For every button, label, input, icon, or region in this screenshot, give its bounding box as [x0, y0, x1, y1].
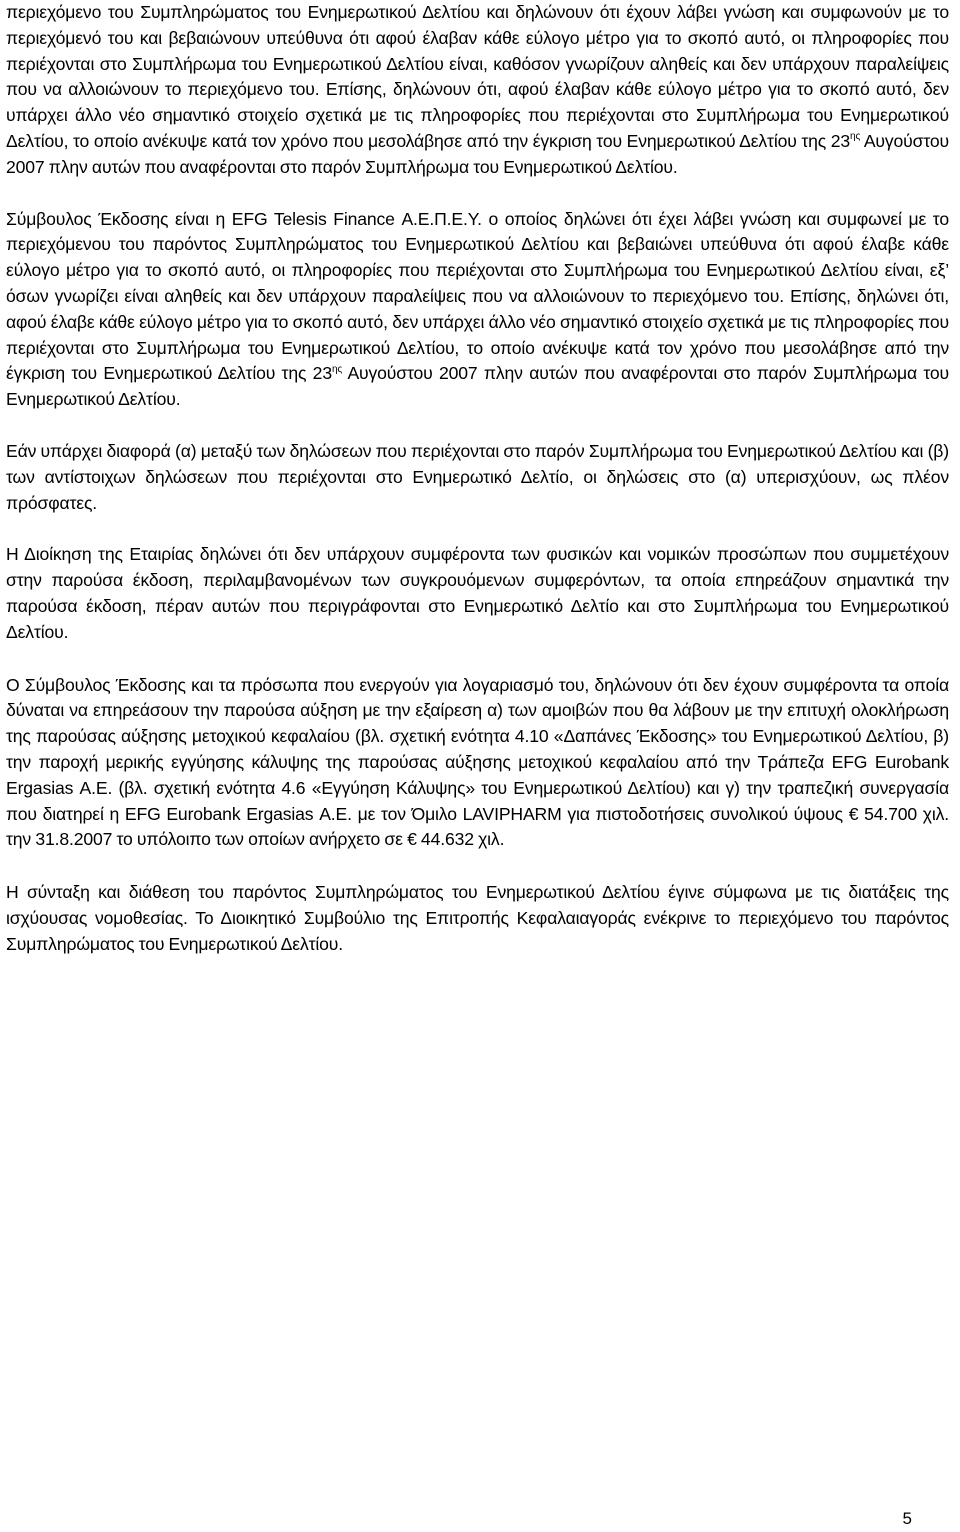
paragraph-advisor-declaration [6, 207, 949, 413]
ordinal-suffix: ης [331, 363, 343, 375]
paragraph-precedence: Εάν υπάρχει διαφορά (α) μεταξύ των δηλώσεων που περιέχονται στο παρόν Συμπλήρωμα του Ενημερωτικού Δελτίου και (β) των αντίστοιχων δηλώσεων που περιέχονται στο Ενημερωτικό Δελτίο, οι δηλώσεις στο (α) υπερισχύουν, ως πλέον πρόσφατες. [6, 440, 949, 513]
paragraph-advisor-interests: Ο Σύμβουλος Έκδοσης και τα πρόσωπα που ενεργούν για λογαριασμό του, δηλώνουν ότι δεν έχουν συμφέροντα τα οποία δύναται να επηρεάσουν την παρούσα αύξηση με την εξαίρεση α) των αμοιβών που θα λάβουν με την επιτυχή ολοκλήρωση της παρούσας αύξησης μετοχικού κεφαλαίου (βλ. σχετική ενότητα 4.10 «Δαπάνες Έκδοσης» του Ενημερωτικού Δελτίου, β) την παροχή μερικής εγγύησης κάλυψης της παρούσας αύξησης μετοχικού κεφαλαίου από την Τράπεζα EFG Eurobank Ergasias Α.Ε. (βλ. σχετική ενότητα 4.6 «Εγγύηση Κάλυψης» του Ενημερωτικού Δελτίου) και γ) την τραπεζική συνεργασία που διατηρεί η EFG Eurobank Ergasias Α.Ε. με τον Όμιλο LAVIPHARM για πιστοδοτήσεις συνολικού ύψους € 54.700 χιλ. την 31.8.2007 το υπόλοιπο των οποίων ανήρχετο σε € 44.632 χιλ. [6, 674, 949, 850]
paragraph-text: Σύμβουλος Έκδοσης είναι η EFG Telesis Finance Α.Ε.Π.Ε.Υ. ο οποίος δηλώνει ότι έχει λάβει γνώση και συμφωνεί με το περιεχόμενου του παρόντος Συμπληρώματος του Ενημερωτικού Δελτίου και βεβαιώνει υπεύθυνα ότι αφού έλαβε κάθε εύλογο μέτρο για το σκοπό αυτό, οι πληροφορίες που περιέχονται στο Συμπλήρωμα του Ενημερωτικού Δελτίου είναι, εξ’ όσων γνωρίζει είναι αληθείς και δεν υπάρχουν παραλείψεις που να αλλοιώνουν το περιεχόμενο του. Επίσης, δηλώνει ότι, αφού έλαβε κάθε εύλογο μέτρο για το σκοπό αυτό, δεν υπάρχει άλλο νέο σημαντικό στοιχείο σχετικά με τις πληροφορίες που περιέχονται στο Συμπλήρωμα του Ενημερωτικού Δελτίου, το οποίο ανέκυψε κατά τον χρόνο που μεσολάβησε από την έγκριση του Ενημερωτικού Δελτίου της 23 [6, 208, 949, 384]
paragraph-board-declaration [6, 0, 949, 181]
paragraph-text: Αυγούστου 2007 πλην αυτών που αναφέρονται στο παρόν Συμπλήρωμα του Ενημερωτικού Δελτίου. [6, 363, 950, 410]
paragraph-approval: Η σύνταξη και διάθεση του παρόντος Συμπληρώματος του Ενημερωτικού Δελτίου έγινε σύμφωνα με τις διατάξεις της ισχύουσας νομοθεσίας. Το Διοικητικό Συμβούλιο της Επιτροπής Κεφαλαιαγοράς ενέκρινε το περιεχόμενο του παρόντος Συμπληρώματος του Ενημερωτικού Δελτίου. [6, 882, 949, 954]
paragraph-text: Αυγούστου 2007 πλην αυτών που αναφέρονται στο παρόν Συμπλήρωμα του Ενημερωτικού Δελτίου. [6, 130, 949, 177]
document-body [6, 0, 949, 958]
page-number: 5 [902, 1509, 912, 1528]
ordinal-suffix: ης [850, 131, 861, 143]
paragraph-text: περιεχόμενο του Συμπληρώματος του Ενημερωτικού Δελτίου και δηλώνουν ότι έχουν λάβει γνώση και συμφωνούν με το περιεχόμενό του και βεβαιώνουν υπεύθυνα ότι αφού έλαβαν κάθε εύλογο μέτρο για το σκοπό αυτό, οι πληροφορίες που περιέχονται στο Συμπλήρωμα του Ενημερωτικού Δελτίου είναι, καθόσον γνωρίζουν αληθείς και δεν υπάρχουν παραλείψεις που να αλλοιώνουν το περιεχόμενο του. Επίσης, δηλώνουν ότι, αφού έλαβαν κάθε εύλογο μέτρο για το σκοπό αυτό, δεν υπάρχει άλλο νέο σημαντικό στοιχείο σχετικά με τις πληροφορίες που περιέχονται στο Συμπλήρωμα του Ενημερωτικού Δελτίου, το οποίο ανέκυψε κατά τον χρόνο που μεσολάβησε από την έγκριση του Ενημερωτικού Δελτίου της 23 [6, 2, 949, 151]
paragraph-management-interests: Η Διοίκηση της Εταιρίας δηλώνει ότι δεν υπάρχουν συμφέροντα των φυσικών και νομικών προσώπων που συμμετέχουν στην παρούσα έκδοση, περιλαμβανομένων των συγκρουόμενων συμφερόντων, τα οποία επηρεάζουν σημαντικά την παρούσα έκδοση, πέραν αυτών που περιγράφονται στο Ενημερωτικό Δελτίο και στο Συμπλήρωμα του Ενημερωτικού Δελτίου. [6, 544, 949, 642]
